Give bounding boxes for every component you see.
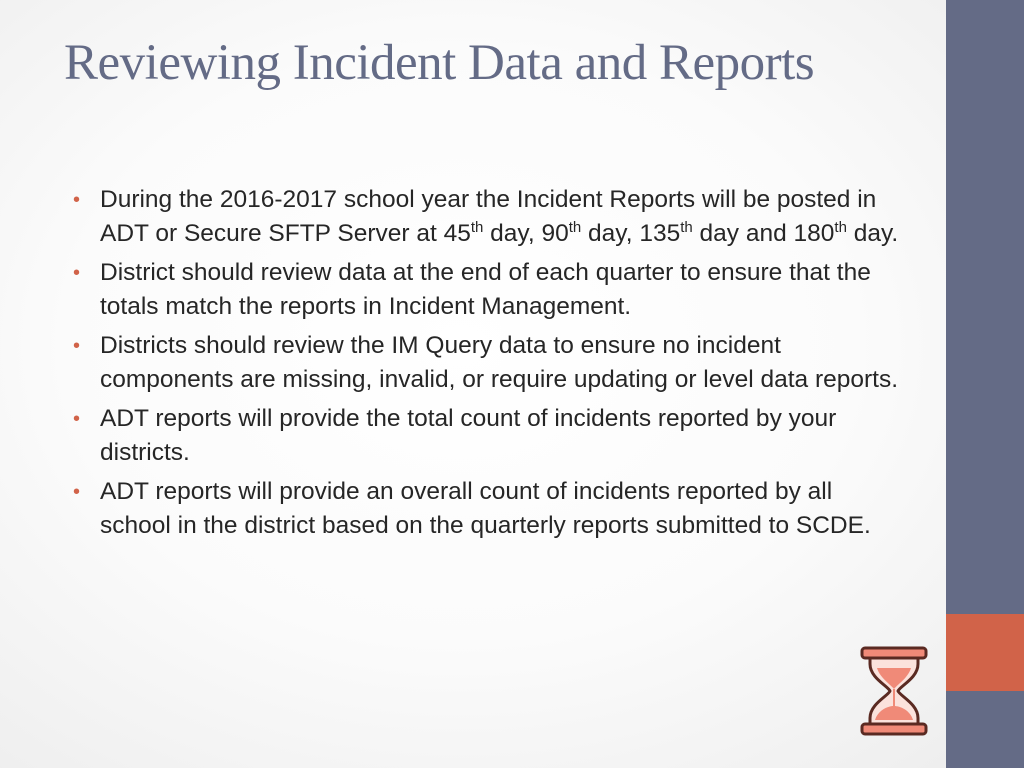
slide-title: Reviewing Incident Data and Reports xyxy=(64,35,815,91)
bullet-item: • ADT reports will provide an overall count of incidents reported by all school in the district based on the quarterly reports submitted to SCDE. xyxy=(73,475,903,543)
bullet-list xyxy=(73,183,903,548)
bullet-item: • During the 2016-2017 school year the Incident Reports will be posted in ADT or Secure SFTP Server at 45th day, 90th day, 135th day and 180th day. xyxy=(73,183,903,251)
bullet-item: • Districts should review the IM Query data to ensure no incident components are missing, invalid, or require updating or level data reports. xyxy=(73,329,903,397)
bullet-item: • ADT reports will provide the total count of incidents reported by your districts. xyxy=(73,402,903,470)
bullet-item: • District should review data at the end of each quarter to ensure that the totals match the reports in Incident Management. xyxy=(73,256,903,324)
sidebar-accent-block xyxy=(946,614,1024,691)
hourglass-icon xyxy=(858,646,930,736)
